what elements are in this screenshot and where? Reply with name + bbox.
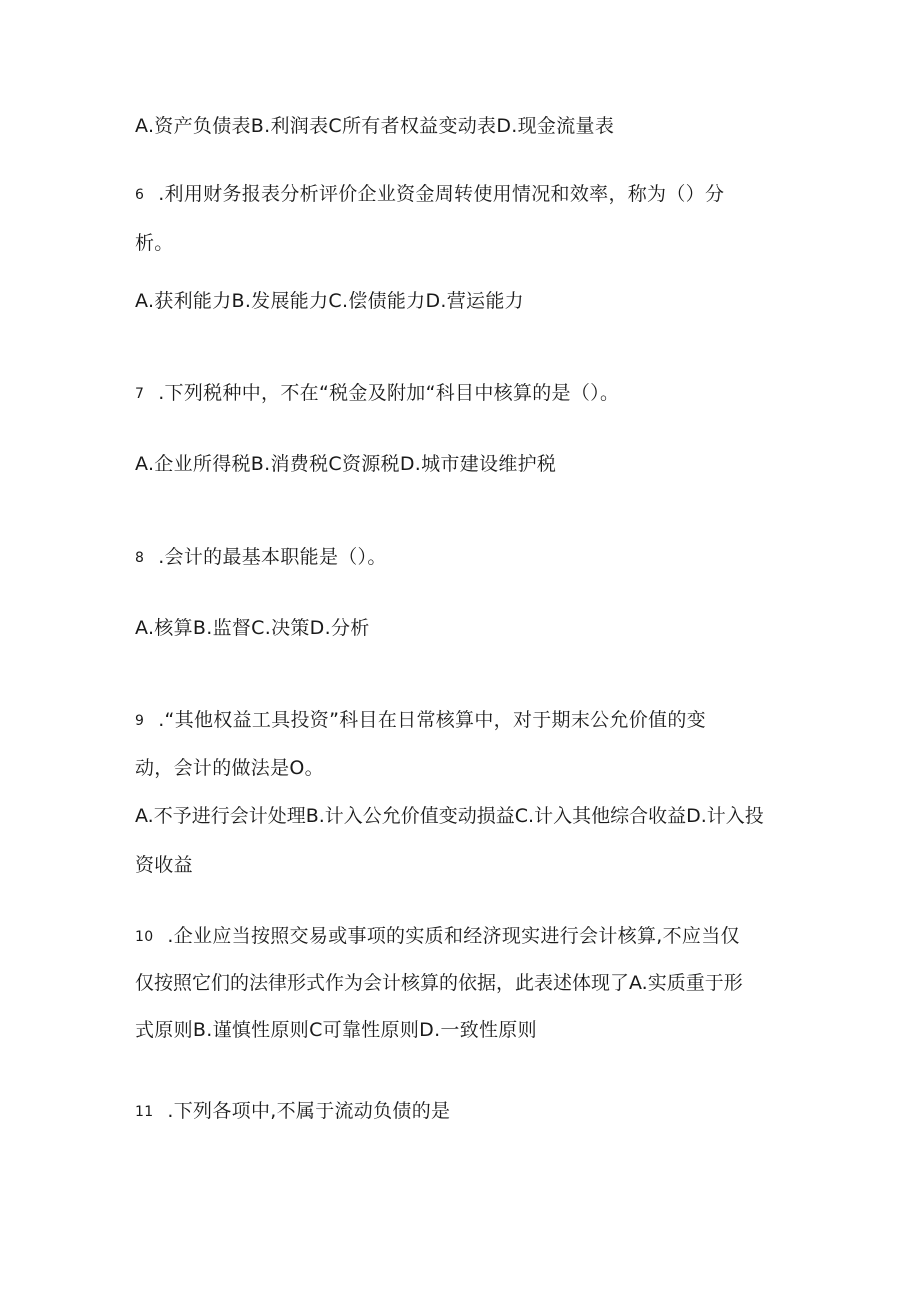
q9-options-continued	[135, 852, 795, 878]
q6-options	[135, 288, 795, 314]
line-text: 仅按照它们的法律形式作为会计核算的依据，此表述体现了A.实质重于形	[135, 972, 743, 994]
q8-stem	[135, 544, 795, 571]
line-text: A.核算B.监督C.决策D.分析	[135, 617, 370, 639]
line-text: .“其他权益工具投资”科目在日常核算中，对于期末公允价值的变	[158, 709, 706, 731]
question-number: 9	[135, 713, 145, 729]
q6-stem	[135, 181, 795, 208]
line-text: .利用财务报表分析评价企业资金周转使用情况和效率，称为（）分	[158, 183, 725, 205]
question-number: 8	[135, 550, 145, 566]
q7-options	[135, 451, 795, 477]
q10-options	[135, 1017, 795, 1043]
q6-stem-continued	[135, 230, 795, 256]
line-text: A.不予进行会计处理B.计入公允价值变动损益C.计入其他综合收益D.计入投	[135, 805, 764, 827]
q7-stem	[135, 380, 795, 407]
line-text: 析。	[135, 232, 174, 254]
line-text: 动，会计的做法是O。	[135, 757, 324, 779]
line-text: 资收益	[135, 854, 193, 876]
line-text: 式原则B.谨慎性原则C可靠性原则D.一致性原则	[135, 1019, 537, 1041]
line-text: .会计的最基本职能是（）。	[158, 546, 387, 568]
question-number: 7	[135, 386, 145, 402]
q8-options	[135, 615, 795, 641]
q9-stem	[135, 707, 795, 734]
question-number: 11	[135, 1104, 154, 1120]
q10-stem-continued	[135, 970, 795, 996]
q9-options	[135, 803, 795, 829]
q9-stem-continued	[135, 755, 795, 781]
question-number: 6	[135, 187, 145, 203]
line-text: .下列税种中，不在“税金及附加“科目中核算的是（）。	[158, 382, 620, 404]
q11-stem	[135, 1098, 795, 1125]
q5-options	[135, 113, 795, 139]
line-text: A.企业所得税B.消费税C资源税D.城市建设维护税	[135, 453, 557, 475]
line-text: A.获利能力B.发展能力C.偿债能力D.营运能力	[135, 290, 524, 312]
line-text: .企业应当按照交易或事项的实质和经济现实进行会计核算,不应当仅	[167, 925, 740, 947]
question-number: 10	[135, 929, 154, 945]
line-text: .下列各项中,不属于流动负债的是	[167, 1100, 451, 1122]
line-text: A.资产负债表B.利润表C所有者权益变动表D.现金流量表	[135, 115, 615, 137]
q10-stem	[135, 923, 795, 950]
